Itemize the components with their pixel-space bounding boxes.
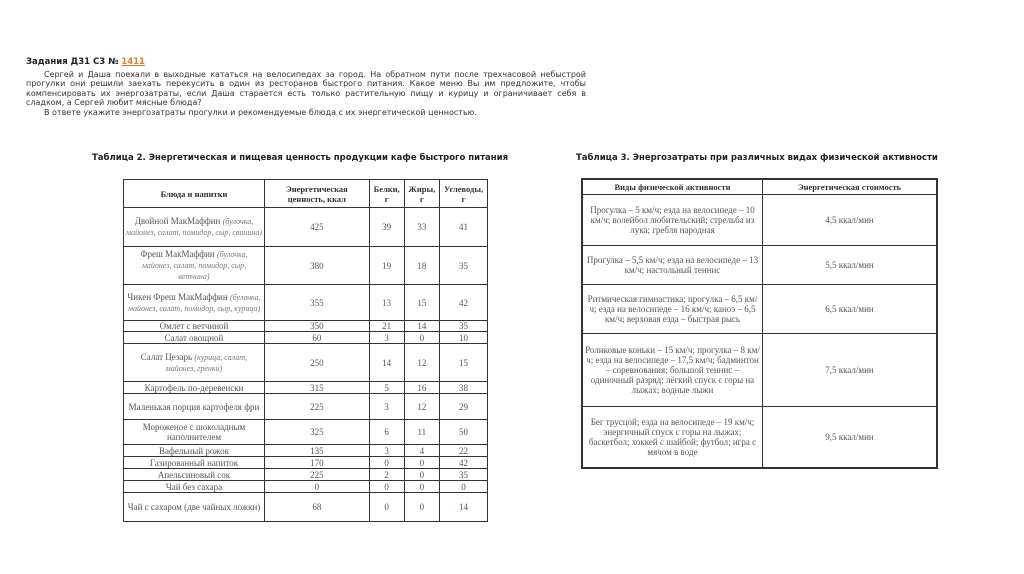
cell-c: 15 — [440, 344, 488, 382]
cost-cell: 6,5 ккал/мин — [763, 285, 938, 334]
dish-name — [124, 457, 265, 469]
task-heading: Задания Д31 С3 № 1411 — [26, 57, 145, 67]
cell-c: 42 — [440, 457, 488, 469]
task-answer-instruction: В ответе укажите энергозатраты прогулки и рекомендуемые блюда с их энергетической ценностью. — [44, 107, 477, 117]
cell-p: 3 — [369, 394, 404, 420]
table-row — [582, 285, 937, 334]
table-row — [582, 246, 937, 285]
cell-f: 15 — [404, 285, 440, 321]
cell-c: 50 — [440, 420, 488, 445]
col-header: Блюда и напитки — [124, 180, 265, 208]
table-row — [124, 469, 488, 481]
cell-c: 29 — [440, 394, 488, 420]
dish-name — [124, 481, 265, 493]
cell-p: 21 — [369, 321, 404, 332]
activity-table — [581, 178, 938, 469]
cell-c: 0 — [440, 481, 488, 493]
col-header: Жиры, г — [404, 180, 440, 208]
cell-c: 22 — [440, 445, 488, 457]
table-row — [582, 195, 937, 246]
dish-title: Салат овощной — [164, 332, 224, 343]
dish-name — [124, 208, 265, 247]
cost-cell: 4,5 ккал/мин — [763, 195, 938, 246]
dish-title: Вафельный рожок — [159, 445, 229, 456]
dish-name — [124, 332, 265, 344]
cell-c: 35 — [440, 247, 488, 285]
cell-p: 3 — [369, 445, 404, 457]
col-header: Углеводы, г — [440, 180, 488, 208]
table-row — [124, 394, 488, 420]
cell-kcal: 315 — [265, 382, 370, 394]
table-row — [124, 285, 488, 321]
dish-name — [124, 285, 265, 321]
watermark: ····· — [455, 509, 463, 515]
cell-kcal: 60 — [265, 332, 370, 344]
dish-name — [124, 344, 265, 382]
dish-title: Чай без сахара — [165, 481, 223, 492]
cell-f: 18 — [404, 247, 440, 285]
cell-f: 0 — [404, 332, 440, 344]
cell-kcal: 355 — [265, 285, 370, 321]
cell-p: 39 — [369, 208, 404, 247]
cell-c: 14 — [440, 493, 488, 522]
table-header-row — [124, 180, 488, 208]
dish-name — [124, 469, 265, 481]
cell-f: 12 — [404, 394, 440, 420]
cell-p: 3 — [369, 332, 404, 344]
cell-kcal: 0 — [265, 481, 370, 493]
dish-name — [124, 247, 265, 285]
table-row — [124, 382, 488, 394]
table-row — [124, 332, 488, 344]
cell-c: 35 — [440, 321, 488, 332]
table-row — [124, 321, 488, 332]
cell-p: 13 — [369, 285, 404, 321]
cost-cell: 9,5 ккал/мин — [763, 407, 938, 468]
table-row — [124, 481, 488, 493]
table3-title: Таблица 3. Энергозатраты при различных видах физической активности — [576, 153, 938, 163]
task-number-link[interactable]: 1411 — [121, 57, 145, 67]
cell-c: 10 — [440, 332, 488, 344]
cell-kcal: 425 — [265, 208, 370, 247]
cell-kcal: 170 — [265, 457, 370, 469]
task-paragraph: Сергей и Даша поехали в выходные кататься на велосипедах за город. На обратном пути после трехчасовой небыстрой прогулки они решили заехать перекусить в один из ресторанов быстрого питания. Какое меню Вы им предложите, чтобы компенсировать их энергозатраты, если Даша старается есть только растительную пищу и курицу и ограничивает себя в сладком, а Сергей любит мясные блюда? — [26, 69, 586, 108]
activity-cell: Бег трусцой; езда на велосипеде – 19 км/ч; энергичный спуск с горы на лыжах; баскетбол; хоккей с шайбой; футбол; игра с мячом в воде — [582, 407, 763, 468]
task-block — [26, 58, 586, 118]
activity-cell: Прогулка – 5,5 км/ч; езда на велосипеде – 13 км/ч; настольный теннис — [582, 246, 763, 285]
dish-title: Салат Цезарь — [140, 351, 193, 362]
cell-f: 12 — [404, 344, 440, 382]
cost-cell: 5,5 ккал/мин — [763, 246, 938, 285]
cell-p: 5 — [369, 382, 404, 394]
dish-name — [124, 394, 265, 420]
dish-name — [124, 382, 265, 394]
table-row — [124, 344, 488, 382]
cell-c: 35 — [440, 469, 488, 481]
cell-c: 42 — [440, 285, 488, 321]
cell-kcal: 380 — [265, 247, 370, 285]
dish-name — [124, 493, 265, 522]
cell-kcal: 350 — [265, 321, 370, 332]
cell-f: 16 — [404, 382, 440, 394]
dish-ingredients: (булочка, майонез, салат, помидор, сыр, курица) — [127, 292, 261, 313]
cell-c: 38 — [440, 382, 488, 394]
dish-title: Чикен Фреш МакМаффин — [127, 291, 228, 302]
cell-f: 11 — [404, 420, 440, 445]
cell-p: 6 — [369, 420, 404, 445]
dish-name — [124, 445, 265, 457]
dish-title: Маленькая порция картофеля фри — [128, 401, 260, 412]
dish-ingredients: (булочка, майонез, салат, помидор, сыр, ветчина) — [141, 250, 248, 281]
table-row — [124, 208, 488, 247]
dish-name — [124, 321, 265, 332]
dish-title: Двойной МакМаффин — [134, 216, 221, 226]
cell-kcal: 135 — [265, 445, 370, 457]
table-row — [582, 334, 937, 407]
activity-cell: Ритмическая гимнастика; прогулка – 6,5 км/ч; езда на велосипеде – 16 км/ч; каноэ – 6,5 км/ч; верховая езда – быстрая рысь — [582, 285, 763, 334]
activity-cell: Прогулка – 5 км/ч; езда на велосипеде – 10 км/ч; волейбол любительский; стрельба из лука; гребля народная — [582, 195, 763, 246]
activity-cell: Роликовые коньки – 15 км/ч; прогулка – 8 км/ч; езда на велосипеде – 17,5 км/ч; бадминтон – соревнования; большой теннис – одиночный разряд; лёгкий спуск с горы на лыжах; водные лыжи — [582, 334, 763, 407]
table-row — [124, 445, 488, 457]
col-header: Энергетическая стоимость — [763, 179, 938, 195]
cell-f: 0 — [404, 469, 440, 481]
col-header: Белки, г — [369, 180, 404, 208]
table-row — [124, 247, 488, 285]
table2-title: Таблица 2. Энергетическая и пищевая ценность продукции кафе быстрого питания — [92, 153, 509, 163]
dish-ingredients: (курица, салат, майонез, гренки) — [165, 352, 248, 373]
food-table — [123, 179, 488, 522]
cell-p: 2 — [369, 469, 404, 481]
dish-title: Чай с сахаром (две чайных ложки) — [127, 502, 261, 512]
cell-p: 19 — [369, 247, 404, 285]
dish-title: Газированный напиток — [149, 457, 239, 468]
table-row — [582, 407, 937, 468]
cell-p: 14 — [369, 344, 404, 382]
table-header-row — [582, 179, 937, 195]
dish-name — [124, 420, 265, 445]
cell-kcal: 325 — [265, 420, 370, 445]
cell-f: 33 — [404, 208, 440, 247]
table-row — [124, 493, 488, 522]
cell-f: 14 — [404, 321, 440, 332]
table-row — [124, 420, 488, 445]
dish-title: Мороженое с шоколадным наполнителем — [142, 422, 246, 442]
cell-kcal: 250 — [265, 344, 370, 382]
cell-kcal: 225 — [265, 394, 370, 420]
cell-kcal: 68 — [265, 493, 370, 522]
cell-f: 0 — [404, 493, 440, 522]
cell-p: 0 — [369, 457, 404, 469]
cell-f: 0 — [404, 481, 440, 493]
table-row — [124, 457, 488, 469]
col-header: Энергетическая ценность, ккал — [265, 180, 370, 208]
col-header: Виды физической активности — [582, 179, 763, 195]
dish-title: Апельсиновый сок — [157, 469, 231, 480]
cell-f: 4 — [404, 445, 440, 457]
cell-c: 41 — [440, 208, 488, 247]
cost-cell: 7,5 ккал/мин — [763, 334, 938, 407]
dish-ingredients: (булочка, майонез, салат, помидор, сыр, свинина) — [126, 217, 262, 237]
cell-kcal: 225 — [265, 469, 370, 481]
cell-f: 0 — [404, 457, 440, 469]
cell-p: 0 — [369, 493, 404, 522]
dish-title: Картофель по-деревенски — [144, 382, 244, 393]
dish-title: Омлет с ветчиной — [159, 321, 229, 331]
dish-title: Фреш МакМаффин — [140, 249, 215, 259]
cell-p: 0 — [369, 481, 404, 493]
